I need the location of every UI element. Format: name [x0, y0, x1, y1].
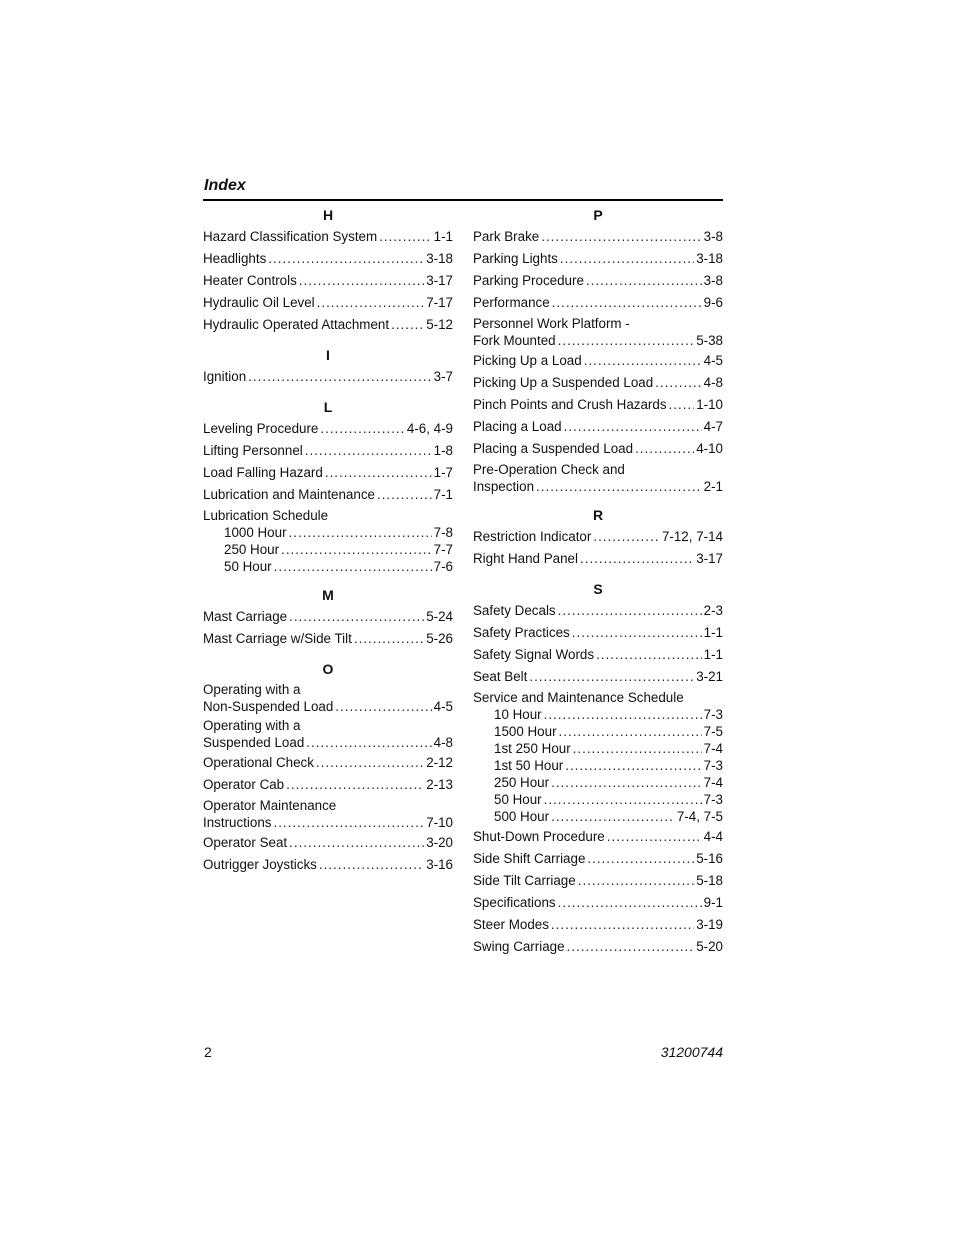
index-column-right	[473, 205, 723, 957]
index-line	[203, 698, 453, 715]
entry-label: Swing Carriage	[473, 939, 565, 954]
entry-label: Steer Modes	[473, 917, 549, 932]
entry-label: Lifting Personnel	[203, 443, 303, 458]
page-ref: 7-10	[426, 815, 453, 830]
dot-leader	[635, 439, 694, 459]
index-line	[473, 937, 723, 957]
dot-leader	[305, 441, 432, 461]
entry-label-first-line: Operator Maintenance	[203, 798, 337, 813]
index-line	[473, 395, 723, 415]
entry-label: Mast Carriage w/Side Tilt	[203, 631, 352, 646]
dot-leader	[564, 417, 702, 437]
entry-label: Right Hand Panel	[473, 551, 578, 566]
index-entry	[473, 871, 723, 891]
entry-label: Parking Lights	[473, 251, 558, 266]
index-line	[203, 855, 453, 875]
entry-label: 1st 50 Hour	[494, 758, 564, 773]
page-ref: 9-6	[703, 295, 723, 310]
page-ref: 4-8	[703, 375, 723, 390]
index-entry	[473, 293, 723, 313]
index-entry	[203, 249, 453, 269]
entry-label: Specifications	[473, 895, 556, 910]
index-line	[203, 797, 453, 814]
index-entry	[203, 419, 453, 439]
page-ref: 4-8	[433, 735, 453, 750]
index-entry	[203, 227, 453, 247]
page-ref: 4-5	[433, 699, 453, 714]
index-line	[473, 315, 723, 332]
dot-leader	[587, 849, 694, 869]
index-entry	[473, 439, 723, 459]
page-ref: 3-18	[426, 251, 453, 266]
dot-leader	[559, 723, 702, 740]
index-line	[203, 833, 453, 853]
dot-leader	[273, 814, 424, 831]
entry-label: 250 Hour	[494, 775, 550, 790]
page-ref: 3-17	[696, 551, 723, 566]
dot-leader	[317, 293, 425, 313]
page-ref: 5-38	[696, 333, 723, 348]
index-line	[203, 814, 453, 831]
index-entry	[203, 753, 453, 773]
dot-leader	[335, 698, 431, 715]
index-line	[473, 645, 723, 665]
index-line	[473, 667, 723, 687]
entry-label: Inspection	[473, 479, 535, 494]
index-entry	[203, 681, 453, 715]
entry-label: Hazard Classification System	[203, 229, 378, 244]
document-number: 31200744	[660, 1044, 723, 1060]
dot-leader	[607, 827, 702, 847]
page-ref: 1-8	[433, 443, 453, 458]
page-ref: 5-24	[426, 609, 453, 624]
index-line	[203, 541, 453, 558]
index-line	[473, 351, 723, 371]
index-line	[473, 549, 723, 569]
entry-label: 10 Hour	[494, 707, 542, 722]
dot-leader	[316, 753, 424, 773]
dot-leader	[325, 463, 432, 483]
page-ref: 3-21	[696, 669, 723, 684]
index-entry	[473, 827, 723, 847]
entry-label: Mast Carriage	[203, 609, 288, 624]
entry-label: Placing a Load	[473, 419, 562, 434]
dot-leader	[572, 623, 702, 643]
index-entry	[473, 227, 723, 247]
entry-label: Placing a Suspended Load	[473, 441, 634, 456]
entry-label-first-line: Pre-Operation Check and	[473, 462, 625, 477]
entry-label: Lubrication and Maintenance	[203, 487, 375, 502]
dot-leader	[560, 249, 694, 269]
index-line	[473, 689, 723, 706]
page-ref: 7-6	[433, 559, 453, 574]
index-line	[203, 607, 453, 627]
entry-label: Seat Belt	[473, 669, 528, 684]
dot-leader	[544, 706, 702, 723]
index-line	[203, 249, 453, 269]
section-letter: R	[592, 507, 604, 523]
page-ref: 1-7	[433, 465, 453, 480]
dot-leader	[274, 558, 432, 575]
entry-label: Parking Procedure	[473, 273, 584, 288]
index-line	[473, 249, 723, 269]
index-line	[203, 441, 453, 461]
entry-label: Side Shift Carriage	[473, 851, 586, 866]
dot-leader	[565, 757, 701, 774]
index-line	[203, 558, 453, 575]
index-entry	[203, 607, 453, 627]
index-line	[473, 293, 723, 313]
entry-label: Suspended Load	[203, 735, 305, 750]
index-line	[473, 791, 723, 808]
index-line	[473, 871, 723, 891]
entry-label: Leveling Procedure	[203, 421, 319, 436]
page-number: 2	[204, 1044, 212, 1060]
dot-leader	[268, 249, 424, 269]
dot-leader	[541, 227, 701, 247]
page-ref: 7-5	[703, 724, 723, 739]
dot-leader	[573, 740, 702, 757]
index-entry	[203, 629, 453, 649]
page-ref: 7-8	[433, 525, 453, 540]
page-ref: 4-10	[696, 441, 723, 456]
dot-leader	[596, 645, 702, 665]
index-line	[473, 849, 723, 869]
dot-leader	[354, 629, 424, 649]
dot-leader	[289, 607, 424, 627]
index-entry	[473, 937, 723, 957]
entry-label: Safety Signal Words	[473, 647, 595, 662]
index-line	[203, 524, 453, 541]
entry-label: Operator Cab	[203, 777, 285, 792]
section-letter: P	[593, 207, 603, 223]
page-ref: 1-1	[433, 229, 453, 244]
page-ref: 7-1	[433, 487, 453, 502]
entry-label: 1st 250 Hour	[494, 741, 571, 756]
index-line	[203, 485, 453, 505]
entry-label: Service and Maintenance Schedule	[473, 690, 684, 705]
dot-leader	[551, 774, 702, 791]
section-letter: M	[322, 587, 334, 603]
index-line	[473, 439, 723, 459]
index-line	[473, 706, 723, 723]
index-line	[473, 332, 723, 349]
dot-leader	[593, 527, 660, 547]
index-entry	[473, 461, 723, 495]
page-title: Index	[204, 177, 246, 194]
index-entry	[473, 249, 723, 269]
index-entry	[203, 271, 453, 291]
entry-label: Safety Decals	[473, 603, 556, 618]
index-line	[473, 623, 723, 643]
entry-label: Outrigger Joysticks	[203, 857, 317, 872]
page-ref: 5-18	[696, 873, 723, 888]
index-column-left	[203, 205, 453, 875]
dot-leader	[286, 775, 424, 795]
index-line	[203, 227, 453, 247]
index-entry	[203, 463, 453, 483]
page-ref: 4-6, 4-9	[406, 421, 453, 436]
index-line	[203, 419, 453, 439]
dot-leader	[551, 915, 694, 935]
index-entry	[473, 893, 723, 913]
page-ref: 7-3	[703, 792, 723, 807]
page-ref: 9-1	[703, 895, 723, 910]
index-entry	[473, 915, 723, 935]
entry-label: Side Tilt Carriage	[473, 873, 576, 888]
dot-leader	[289, 524, 432, 541]
entry-label: Hydraulic Operated Attachment	[203, 317, 390, 332]
index-entry	[473, 849, 723, 869]
entry-label: Performance	[473, 295, 550, 310]
index-entry	[203, 775, 453, 795]
index-line	[203, 717, 453, 734]
entry-label: 50 Hour	[494, 792, 542, 807]
index-line	[203, 775, 453, 795]
index-line	[473, 740, 723, 757]
index-entry	[473, 527, 723, 547]
entry-label: Operational Check	[203, 755, 314, 770]
page-ref: 4-5	[703, 353, 723, 368]
page-ref: 2-1	[703, 479, 723, 494]
entry-label: Ignition	[203, 369, 247, 384]
dot-leader	[586, 271, 702, 291]
index-line	[473, 478, 723, 495]
page-ref: 7-4	[703, 775, 723, 790]
page-ref: 3-20	[426, 835, 453, 850]
page-ref: 7-17	[426, 295, 453, 310]
index-entry	[203, 717, 453, 751]
entry-label: Picking Up a Suspended Load	[473, 375, 654, 390]
dot-leader	[580, 549, 694, 569]
page-ref: 5-16	[696, 851, 723, 866]
index-line	[473, 774, 723, 791]
index-line	[473, 373, 723, 393]
entry-label: Hydraulic Oil Level	[203, 295, 315, 310]
dot-leader	[584, 351, 702, 371]
index-line	[203, 681, 453, 698]
dot-leader	[655, 373, 701, 393]
page-ref: 7-3	[703, 758, 723, 773]
section-letter: S	[593, 581, 603, 597]
dot-leader	[320, 419, 404, 439]
index-entry	[473, 315, 723, 349]
dot-leader	[306, 734, 431, 751]
dot-leader	[567, 937, 695, 957]
page-ref: 3-16	[426, 857, 453, 872]
dot-leader	[248, 367, 431, 387]
dot-leader	[558, 893, 702, 913]
index-entry	[203, 315, 453, 335]
index-entry	[473, 417, 723, 437]
index-line	[473, 757, 723, 774]
dot-leader	[529, 667, 694, 687]
index-line	[203, 507, 453, 524]
entry-label: Shut-Down Procedure	[473, 829, 605, 844]
dot-leader	[544, 791, 702, 808]
section-letter: H	[322, 207, 334, 223]
page-ref: 4-7	[703, 419, 723, 434]
index-line	[203, 315, 453, 335]
index-line	[473, 527, 723, 547]
page-ref: 3-8	[703, 229, 723, 244]
index-entry	[203, 293, 453, 313]
index-entry	[473, 645, 723, 665]
index-entry	[203, 485, 453, 505]
index-entry	[203, 507, 453, 575]
index-entry	[473, 271, 723, 291]
page-ref: 7-4	[703, 741, 723, 756]
index-entry	[473, 395, 723, 415]
section-letter: I	[326, 347, 330, 363]
entry-label: 50 Hour	[224, 559, 272, 574]
index-line	[203, 293, 453, 313]
index-line	[203, 463, 453, 483]
dot-leader	[319, 855, 424, 875]
dot-leader	[391, 315, 424, 335]
index-line	[473, 827, 723, 847]
index-line	[203, 734, 453, 751]
dot-leader	[379, 227, 432, 247]
entry-label: Restriction Indicator	[473, 529, 592, 544]
page-ref: 1-1	[703, 647, 723, 662]
section-letter: O	[322, 661, 334, 677]
dot-leader	[669, 395, 695, 415]
page-ref: 1-1	[703, 625, 723, 640]
page-ref: 2-3	[703, 603, 723, 618]
page-ref: 3-18	[696, 251, 723, 266]
index-line	[473, 893, 723, 913]
section-letter: L	[323, 399, 333, 415]
page-ref: 7-12, 7-14	[661, 529, 723, 544]
index-line	[473, 915, 723, 935]
index-line	[473, 808, 723, 825]
index-line	[473, 417, 723, 437]
entry-label: Fork Mounted	[473, 333, 556, 348]
entry-label: Heater Controls	[203, 273, 297, 288]
page-ref: 1-10	[696, 397, 723, 412]
index-entry	[473, 373, 723, 393]
index-entry	[473, 601, 723, 621]
page-ref: 3-8	[703, 273, 723, 288]
index-line	[473, 601, 723, 621]
entry-label-first-line: Personnel Work Platform -	[473, 316, 630, 331]
page-ref: 2-12	[426, 755, 453, 770]
dot-leader	[377, 485, 432, 505]
index-line	[203, 271, 453, 291]
index-entry	[473, 689, 723, 825]
dot-leader	[558, 601, 702, 621]
page-ref: 5-26	[426, 631, 453, 646]
entry-label: Picking Up a Load	[473, 353, 582, 368]
index-entry	[203, 855, 453, 875]
page-ref: 7-3	[703, 707, 723, 722]
index-entry	[203, 367, 453, 387]
page-ref: 5-12	[426, 317, 453, 332]
dot-leader	[536, 478, 702, 495]
entry-label: Operator Seat	[203, 835, 288, 850]
entry-label: 250 Hour	[224, 542, 280, 557]
index-entry	[203, 833, 453, 853]
page-ref: 4-4	[703, 829, 723, 844]
entry-label-first-line: Operating with a	[203, 718, 301, 733]
page-ref: 3-19	[696, 917, 723, 932]
index-entry	[473, 623, 723, 643]
index-entry	[473, 351, 723, 371]
index-line	[203, 753, 453, 773]
index-entry	[203, 441, 453, 461]
dot-leader	[552, 293, 702, 313]
entry-label: Park Brake	[473, 229, 540, 244]
page-ref: 3-17	[426, 273, 453, 288]
page-ref: 3-7	[433, 369, 453, 384]
page-ref: 7-4, 7-5	[676, 809, 723, 824]
index-entry	[473, 549, 723, 569]
index-entry	[473, 667, 723, 687]
header-rule	[203, 199, 723, 201]
page-ref: 5-20	[696, 939, 723, 954]
dot-leader	[578, 871, 694, 891]
entry-label-first-line: Operating with a	[203, 682, 301, 697]
index-line	[473, 271, 723, 291]
page-ref: 7-7	[433, 542, 453, 557]
page-ref: 2-13	[426, 777, 453, 792]
dot-leader	[289, 833, 424, 853]
entry-label: 1000 Hour	[224, 525, 287, 540]
index-entry	[203, 797, 453, 831]
dot-leader	[299, 271, 424, 291]
entry-label: 500 Hour	[494, 809, 550, 824]
index-line	[203, 629, 453, 649]
entry-label: Lubrication Schedule	[203, 508, 329, 523]
index-line	[473, 723, 723, 740]
index-line	[473, 461, 723, 478]
dot-leader	[558, 332, 695, 349]
dot-leader	[551, 808, 675, 825]
entry-label: Headlights	[203, 251, 267, 266]
entry-label: Safety Practices	[473, 625, 570, 640]
index-line	[473, 227, 723, 247]
entry-label: Load Falling Hazard	[203, 465, 323, 480]
index-line	[203, 367, 453, 387]
dot-leader	[281, 541, 432, 558]
entry-label: Instructions	[203, 815, 272, 830]
entry-label: Non-Suspended Load	[203, 699, 334, 714]
entry-label: Pinch Points and Crush Hazards	[473, 397, 667, 412]
entry-label: 1500 Hour	[494, 724, 557, 739]
